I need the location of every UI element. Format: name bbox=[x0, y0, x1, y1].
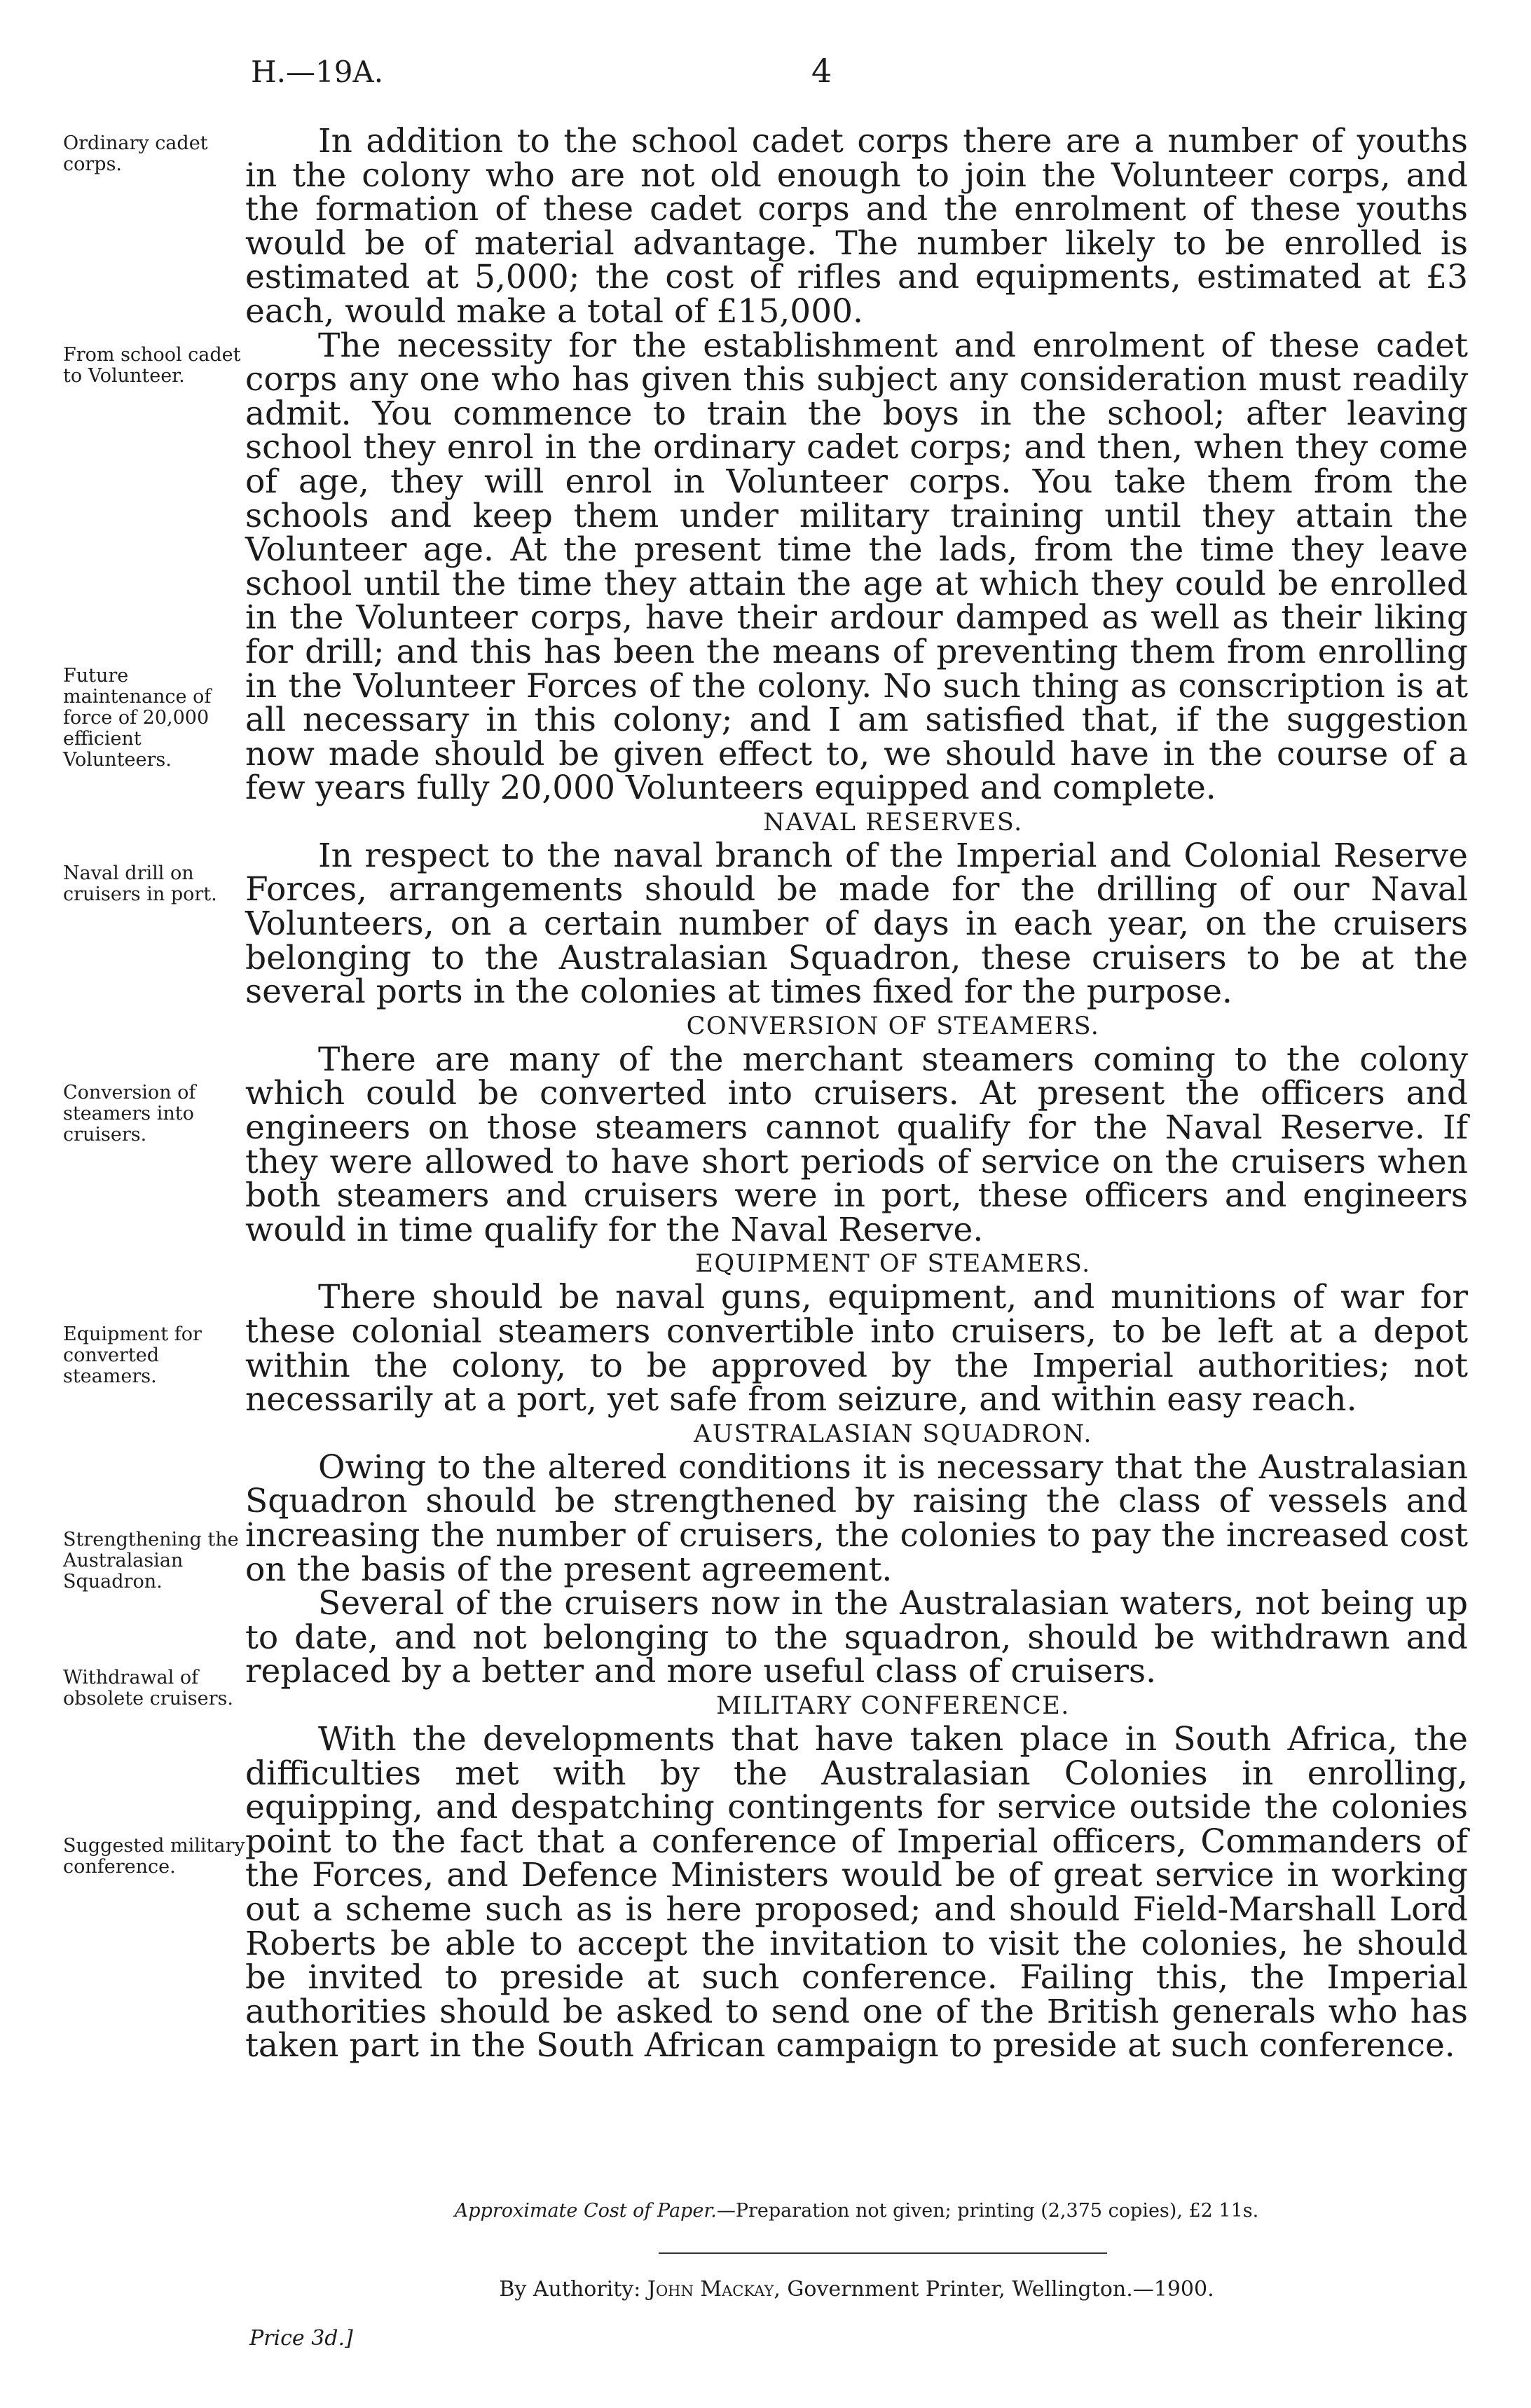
divider-rule bbox=[659, 2252, 1107, 2254]
running-head: H.—19A. bbox=[251, 55, 384, 89]
margin-note: Naval drill on cruisers in port. bbox=[63, 862, 217, 905]
page-number: 4 bbox=[811, 52, 832, 90]
paragraph-equipment: There should be naval guns, equipment, and munitions of war for these colonial steamers convertible into cruisers, to be left at a depot within the colony, to be approved by the Imperial authorities; not necessarily at a port, yet safe from seizure, and within easy reach. bbox=[245, 1278, 1468, 1419]
price: Price 3d.] bbox=[249, 2326, 353, 2351]
authority-prefix: By Authority: bbox=[499, 2277, 641, 2302]
margin-note: Future maintenance of force of 20,000 efficient Volunteers. bbox=[63, 665, 212, 771]
margin-note: Equipment for converted steamers. bbox=[63, 1323, 202, 1387]
imprint bbox=[245, 2277, 1468, 2302]
cost-label: Approximate Cost of Paper. bbox=[454, 2200, 717, 2222]
paragraph-naval-drill: In respect to the naval branch of the Imperial and Colonial Reserve Forces, arrangements should be made for the drilling of our Naval Volunteers, on a certain number of days in each year, on the cruisers belonging to the Australasian Squadron, these cruisers to be at the several ports in the colonies at times fixed for the purpose. bbox=[245, 836, 1468, 1012]
paragraph-cadet-corps: In addition to the school cadet corps there are a number of youths in the colony who are not old enough to join the Volunteer corps, and the formation of these cadet corps and the enrolment of these youths would be of material advantage. The number likely to be enrolled is estimated at 5,000; the cost of rifles and equipments, estimated at £3 each, would make a total of £15,000. bbox=[245, 122, 1468, 331]
cost-text: —Preparation not given; printing (2,375 copies), £2 11s. bbox=[716, 2200, 1259, 2222]
paragraph-school-to-volunteer: The necessity for the establishment and enrolment of these cadet corps any one who has given this subject any consideration must readily admit. You commence to train the boys in the school; after leaving school they enrol in the ordinary cadet corps; and then, when they come of age, they will enrol in Volunteer corps. You take them from the schools and keep them under military training until they attain the Volunteer age. At the present time the lads, from the time they leave school until the time they attain the age at which they could be enrolled in the Volunteer corps, have their ardour damped as well as their liking for drill; and this has been the means of preventing them from enrolling in the Volunteer Forces of the colony. No such thing as conscription is at all necessary in this colony; and I am satisfied that, if the suggestion now made should be given effect to, we should have in the course of a few years fully 20,000 Volunteers equipped and complete. bbox=[245, 326, 1468, 808]
margin-note: Conversion of steamers into cruisers. bbox=[63, 1082, 196, 1145]
paragraph-withdrawal: Several of the cruisers now in the Australasian waters, not being up to date, and not belonging to the squadron, should be withdrawn and replaced by a better and more useful class of cruisers. bbox=[245, 1584, 1468, 1691]
printer-name: John Mackay bbox=[647, 2277, 774, 2302]
heading-equipment: EQUIPMENT OF STEAMERS. bbox=[695, 1250, 1091, 1279]
authority-suffix: , Government Printer, Wellington.—1900. bbox=[774, 2277, 1214, 2302]
heading-conversion: CONVERSION OF STEAMERS. bbox=[686, 1012, 1100, 1040]
heading-naval-reserves: NAVAL RESERVES. bbox=[763, 808, 1023, 837]
margin-note: Suggested military conference. bbox=[63, 1835, 245, 1878]
paragraph-squadron: Owing to the altered conditions it is necessary that the Australasian Squadron should be strengthened by raising the class of vessels and increasing the number of cruisers, the colonies to pay the increased cost on the basis of the present agreement. bbox=[245, 1447, 1468, 1589]
margin-note: Strengthening the Australasian Squadron. bbox=[63, 1529, 239, 1592]
margin-note: Ordinary cadet corps. bbox=[63, 132, 208, 175]
margin-note: From school cadet to Volunteer. bbox=[63, 344, 241, 387]
cost-footnote bbox=[245, 2200, 1468, 2222]
margin-note: Withdrawal of obsolete cruisers. bbox=[63, 1667, 233, 1709]
body-text bbox=[245, 122, 1468, 2065]
paragraph-conference: With the developments that have taken place in South Africa, the difficulties met with by the Australasian Colonies in enrolling, equipping, and despatching contingents for service outside the colonies point to the fact that a conference of Imperial officers, Commanders of the Forces, and Defence Ministers would be of great service in working out a scheme such as is here proposed; and should Field-Marshall Lord Roberts be able to accept the invitation to visit the colonies, he should be invited to preside at such conference. Failing this, the Imperial authorities should be asked to send one of the British generals who has taken part in the South African campaign to preside at such conference. bbox=[245, 1719, 1468, 2065]
paragraph-conversion: There are many of the merchant steamers coming to the colony which could be converted into cruisers. At present the officers and engineers on those steamers cannot qualify for the Naval Reserve. If they were allowed to have short periods of service on the cruisers when both steamers and cruisers were in port, these officers and engineers would in time qualify for the Naval Reserve. bbox=[245, 1040, 1468, 1249]
heading-conference: MILITARY CONFERENCE. bbox=[716, 1691, 1070, 1720]
heading-squadron: AUSTRALASIAN SQUADRON. bbox=[693, 1419, 1093, 1448]
